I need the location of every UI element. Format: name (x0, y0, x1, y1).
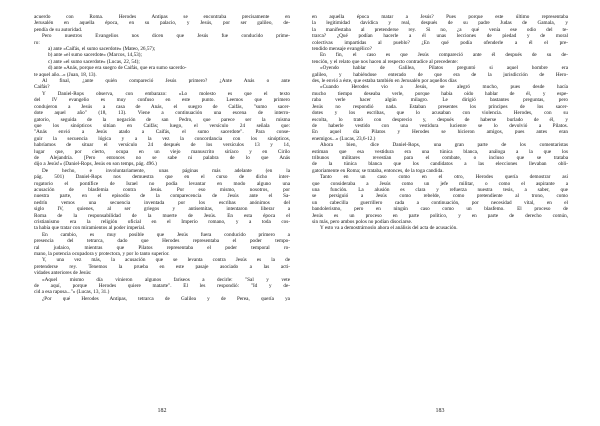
text-line: bandolerismo, pero en ningún caso como un blasfemo. El proceso de (312, 206, 568, 213)
text-line: cristianismo era la religión oficial en el Imperio romano, y a toda cos- (34, 219, 290, 225)
right-page (312, 14, 568, 418)
text-line: la manifestaba al pretenderse rey. Si no, ¿a qué venía ese odio del te- (312, 26, 568, 33)
text-line: En fin, el caso es que Jesús compareció ante él después de su de- (320, 52, 568, 59)
text-line: «Aquel mismo día vinieron algunos fariseos a decirle: "Sal y vete (42, 276, 290, 283)
left-page-text (34, 14, 290, 302)
text-line: te aquel año...» (Juan, 18, 13). (34, 71, 97, 78)
text-line: De hecho, e involuntariamente, unas páginas más adelante (en la (42, 167, 290, 174)
text-line: siglo IV, quienes, al ser griegos y antisemitas, intentaron liberar a (34, 206, 290, 213)
text-line: b) ante «el sumo sacerdote» (Marcos, 14,53); (48, 52, 142, 59)
text-line: Y Daniel-Rops observa, con embarazo: «Lo molesto es que el texto (42, 90, 290, 97)
text-line: acuerdo con Roma. Herodes Antipas se encontraba precisamente en (34, 14, 290, 20)
text-line: pendía de su autoridad. (34, 26, 83, 33)
text-line: cid a esa raposa..."» (Lucas, 13, 31.) (34, 289, 110, 296)
text-line: de haberle vestido con una vestidura lucienre se lo devolvió a Pilatos. (312, 122, 568, 129)
text-line: de aquí, porque Herodes quiere matarte". Él les respondió: "Id y de- (34, 283, 290, 290)
text-line: raba verle hacer algún milagro. Le dirigió bastantes preguntas, pero (312, 97, 568, 104)
text-line: de Alejandría. [Pero entonces no se sabe ni palabra de lo que Anás (34, 154, 290, 161)
text-line: Y esto va a demostrárnoslo ahora el análisis del acta de acusación. (320, 225, 458, 232)
text-line: c) ante «el sumo sacerdote» (Lucas, 22, 54); (48, 58, 140, 65)
text-line: rogatorio el pontífice de Israel no podía levantar en modo alguno una (34, 180, 290, 187)
text-line: Y, una vez más, la acusación que se levanta contra Jesús es la de (42, 257, 290, 264)
text-line: Roma de la responsabilidad de la muerte de Jesús. En esta época el (34, 212, 290, 219)
text-line: enemigos...» (Lucas, 23,6-12.) (312, 135, 376, 142)
text-line: del IV evangelio es muy confuso en este punto. Leemos que primero (34, 97, 290, 104)
text-line: ral judaico, mientras que Pilatos representaba el poder temporal ro- (34, 244, 290, 251)
text-line: la legitimidad davídica y real, después de su padre Judas de Gamala, y (312, 20, 568, 27)
text-line: acusación de blasfemia contra Jesús. Por eso mismo, nosotros, por (34, 186, 290, 193)
text-line: dote aquel año" (18, 13). Viene a continuación una escena de interro- (34, 110, 290, 117)
text-line: nuestra parte, en el episodio de la comparecencia de Jesús ante el Sa- (34, 193, 290, 200)
text-line: tribunos militares revestían para el combate, o incluso que se trataba (312, 154, 568, 161)
text-line: Jesús es un proceso en parte político, y en parte de derecho común, (312, 212, 568, 219)
text-line: trarca? ¿Qué podían hacerle a él unas lecciones de piedad y de moral (312, 33, 568, 40)
text-line: En cambio, es muy posible que Jesús fuera conducido primero a (42, 231, 290, 238)
text-line: «Oyendo hablar de Galilea, Pilatos preguntó si aquel hombre era (320, 65, 568, 72)
text-line: escolta, lo trató con desprecio y, después de haberse burlado de él, y (312, 116, 568, 123)
text-line: Jesús no respondió nada. Estaban presentes los príncipes de los sacer- (312, 103, 568, 110)
text-line: "Anás envió a Jesús atado a Caifás, el sumo sacerdote". Para conse- (34, 129, 290, 136)
text-line: estiman que esa vestidura era una túnica blanca, análoga a la que los (312, 148, 568, 155)
text-line: condujeron a Jesús a casa de Anás, el suegro de Caifás, "sumo sacer- (34, 103, 290, 110)
text-line: un cabecilla guerrillero cada a continuación, por necesidad vital, en el (312, 199, 568, 206)
text-line: Jerusalén en aquella época, en su palacio, y Jesús, por ser galileo, de- (34, 20, 290, 27)
text-line: que consideraba a Jesús como un jefe militar, o como el aspirante a (312, 180, 568, 187)
text-line: de la túnica blanca que los candidatos a las elecciones llevaban obli- (312, 161, 568, 168)
text-line: gatorio, seguida de la negación de san Pedro, que parece ser la misma (34, 116, 290, 123)
text-line: galileo, y habiéndose enterado de que era de la jurisdicción de Hero- (312, 71, 568, 78)
text-line: tención, y el relato que nos hacen al respecto contradice al precedente: (312, 58, 459, 65)
text-line: se persiguió a Jesús como rebelde, como pretendiente al trono, como (312, 193, 568, 200)
text-line: lugar que, por cierto, ocupa en un viejo manuscrito siríaco y en Cirilo (34, 148, 290, 155)
text-line: pág. 501) Daniel-Rops nos demuestra que en el curso de dicho inter- (34, 174, 290, 181)
text-line: En aquel día Pilatos y Herodes se hicieron amigos, pues antes eran (312, 129, 568, 136)
text-line: gatoriamente en Roma; se trataba, entonces, de la toga candida. (312, 167, 444, 174)
text-line: dijo a Jesús!» (Daniel-Rops, Jesús en son temps, pág. 496.) (34, 161, 157, 168)
text-line: ro: (34, 39, 40, 46)
text-line: guir la secuencia lógica y a la vez la concordancia con los sinópticos, (34, 135, 290, 142)
text-line: ¿Por qué Herodes Antipas, tetrarca de Galilea y de Perea, quería ya (42, 295, 290, 302)
text-line: Al final, ¿ante quién compareció Jesús primero? ¿Ante Anás o ante (42, 78, 290, 85)
text-line: des, le envió a éste, que estaba también en Jerusalén por aquellos días (312, 78, 457, 85)
page-number-right: 183 (435, 408, 445, 414)
text-line: »Cuando Herodes vio a Jesús, se alegró mucho, pues desde hacía (320, 84, 568, 91)
text-line: d) ante «Anás, porque era suegro de Caifás, que era sumo sacerdo- (48, 65, 187, 72)
text-line: ta había que tratar con miramientos al poder imperial. (34, 225, 146, 232)
text-line: habríamos de situar el versículo 24 después de los versículos 13 y 14, (34, 142, 290, 149)
text-line: una función. La alusión es clara y refuerza nuestra tesis, a saber, que (312, 186, 568, 193)
text-line: Pero nuestros Evangelios nos dicen que Jesús fue conducido prime- (42, 33, 290, 40)
text-line: pretenderse rey. Tenemos la prueba en este pasaje asociado a las acti- (34, 263, 290, 270)
text-line: Caifás? (34, 84, 50, 91)
text-line: nedrín vemos una secuencia inventada por los escribas anónimos del (34, 199, 290, 206)
text-line: vidades anteriores de Jesús: (34, 270, 92, 277)
text-line: en aquella época matar a Jesús? Pues porque este último representaba (312, 14, 568, 20)
text-line: presencia del tetrarca, dado que Herodes representaba el poder tempo- (34, 238, 290, 245)
left-page (34, 14, 290, 418)
text-line: Ahora bien, dice Daniel-Rops, una gran parte de los comentaristas (320, 142, 568, 149)
text-line: tendido mensaje evangélico? (312, 46, 372, 53)
text-line: Tanto en un caso como en el otro, Herodes quería demostrar así (320, 174, 568, 181)
text-line: a) ante «Caifás, el sumo sacerdote» (Mateo, 26,57); (48, 46, 156, 53)
text-line: que los sinópticos sitúan en Caifás; luego, el versículo 24 señala que: (34, 122, 290, 129)
page-number-left: 182 (157, 408, 167, 414)
text-line: mano, la potencia ocupadora y protectora, y por lo tanto superior. (34, 251, 170, 258)
text-line: mucho tiempo deseaba verle, porque había oído hablar de él, y espe- (312, 90, 568, 97)
text-line: dotes y los escribas, que lo acusaban con violencia. Herodes, con su (312, 110, 568, 117)
right-page-text (312, 14, 568, 232)
text-line: sin más, pero ambos polos no podían disociarse. (312, 219, 413, 225)
text-line: colectivas impartidas al pueblo? ¿En qué podía ofenderle a él el pre- (312, 39, 568, 46)
